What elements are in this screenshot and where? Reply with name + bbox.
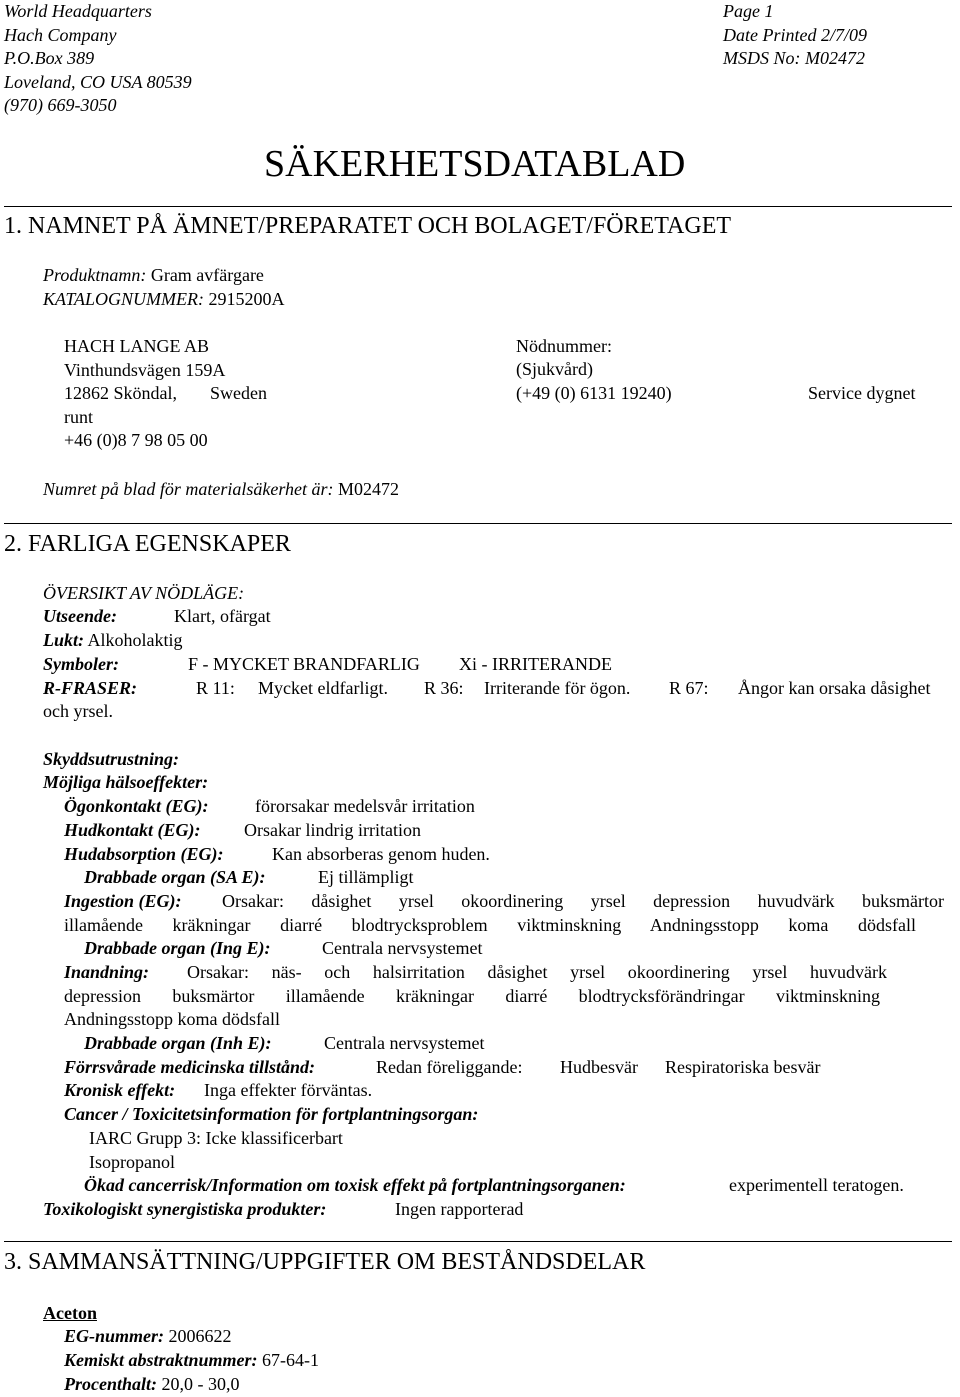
- company-line: Vinthundsvägen 159A: [64, 359, 226, 380]
- ingestion-effects-cont: illamående kräkningar diarré blodtrycksproblem viktminskning Andningsstopp koma dödsfall: [64, 915, 916, 935]
- target-organs-sae-label: Drabbade organ (SA E):: [84, 867, 266, 887]
- iarc-substance: Isopropanol: [89, 1152, 175, 1172]
- appearance-value: Klart, ofärgat: [174, 606, 271, 626]
- header-line: (970) 669-3050: [4, 95, 117, 115]
- date-printed: Date Printed 2/7/09: [723, 24, 867, 45]
- symbol-f: F - MYCKET BRANDFARLIG: [188, 654, 420, 674]
- r67-text-cont: och yrsel.: [43, 701, 113, 721]
- symbol-xi: Xi - IRRITERANDE: [459, 654, 612, 674]
- component-name: Aceton: [43, 1303, 97, 1323]
- section-divider: [4, 206, 952, 207]
- inhalation-effects-cont: depression buksmärtor illamående kräkningar diarré blodtrycksförändringar viktminskning: [64, 986, 880, 1006]
- skin-contact-label: Hudkontakt (EG):: [64, 820, 201, 840]
- section-3-heading: 3. SAMMANSÄTTNING/UPPGIFTER OM BESTÅNDSDELAR: [4, 1249, 646, 1275]
- ingestion-label: Ingestion (EG):: [64, 891, 182, 911]
- section-2-heading: 2. FARLIGA EGENSKAPER: [4, 531, 291, 557]
- r67-code: R 67:: [669, 678, 709, 698]
- section-divider: [4, 523, 952, 524]
- synergy-value: Ingen rapporterad: [395, 1199, 524, 1219]
- emergency-phone: (+49 (0) 6131 19240): [516, 383, 672, 403]
- cas-number: [64, 1349, 319, 1373]
- msds-number: MSDS No: M02472: [723, 48, 865, 68]
- r11-text: Mycket eldfarligt.: [258, 678, 388, 698]
- synergy-label: Toxikologiskt synergistiska produkter:: [43, 1199, 327, 1219]
- iarc-group: IARC Grupp 3: Icke klassificerbart: [89, 1128, 343, 1148]
- inhalation-label: Inandning:: [64, 962, 150, 982]
- target-organs-ing-label: Drabbade organ (Ing E):: [84, 938, 271, 958]
- header-address: [4, 0, 192, 118]
- eye-contact-value: förorsakar medelsvår irritation: [255, 796, 475, 816]
- target-organs-sae-value: Ej tillämpligt: [318, 867, 414, 887]
- target-organs-inh-label: Drabbade organ (Inh E):: [84, 1033, 272, 1053]
- eye-contact-label: Ögonkontakt (EG):: [64, 796, 209, 816]
- ec-number-label: EG-nummer:: [64, 1326, 165, 1346]
- cas-number-value: 67-64-1: [262, 1350, 320, 1370]
- appearance-label: Utseende:: [43, 606, 117, 626]
- r11-code: R 11:: [196, 678, 235, 698]
- target-organs-inh-value: Centrala nervsystemet: [324, 1033, 485, 1053]
- aggravated-conditions-value: Redan föreliggande:: [376, 1057, 523, 1077]
- section-1-heading: 1. NAMNET PÅ ÄMNET/PREPARATET OCH BOLAGET/FÖRETAGET: [4, 213, 732, 239]
- inhalation-effects-cont: Andningsstopp koma dödsfall: [64, 1009, 280, 1029]
- odor-label: Lukt:: [43, 630, 85, 650]
- header-line: World Headquarters: [4, 1, 152, 21]
- target-organs-ing-value: Centrala nervsystemet: [322, 938, 483, 958]
- cas-number-label: Kemiskt abstraktnummer:: [64, 1350, 258, 1370]
- odor: [43, 629, 183, 653]
- health-effects-label: Möjliga hälsoeffekter:: [43, 772, 209, 792]
- company-country: Sweden: [210, 383, 267, 403]
- section-divider: [4, 1241, 952, 1242]
- header-line: Hach Company: [4, 24, 117, 45]
- product-name-label: Produktnamn:: [43, 265, 147, 285]
- increased-risk-label: Ökad cancerrisk/Information om toxisk effekt på fortplantningsorganen:: [84, 1175, 626, 1195]
- percent-content-value: 20,0 - 30,0: [161, 1374, 240, 1394]
- catalog-number: [43, 288, 285, 312]
- emergency-overview: ÖVERSIKT AV NÖDLÄGE:: [43, 583, 245, 603]
- chronic-effect-value: Inga effekter förväntas.: [204, 1080, 373, 1100]
- msds-reference: [43, 478, 399, 502]
- inhalation-effects: Orsakar: näs- och halsirritation dåsighet yrsel okoordinering yrsel huvudvärk: [187, 962, 887, 982]
- header-line: P.O.Box 389: [4, 48, 95, 68]
- catalog-number-label: KATALOGNUMMER:: [43, 289, 204, 309]
- r36-text: Irriterande för ögon.: [484, 678, 631, 698]
- service-text: Service dygnet: [808, 383, 916, 403]
- percent-content-label: Procenthalt:: [64, 1374, 157, 1394]
- symbols-label: Symboler:: [43, 654, 119, 674]
- r-phrases-label: R-FRASER:: [43, 678, 138, 698]
- msds-reference-label: Numret på blad för materialsäkerhet är:: [43, 479, 334, 499]
- catalog-number-value: 2915200A: [208, 289, 285, 309]
- document-title: SÄKERHETSDATABLAD: [264, 143, 686, 185]
- emergency-label: Nödnummer:: [516, 336, 612, 356]
- aggravated-conditions-label: Förrsvårade medicinska tillstånd:: [64, 1057, 316, 1077]
- appearance: [43, 605, 117, 629]
- header-line: Loveland, CO USA 80539: [4, 71, 192, 92]
- r36-code: R 36:: [424, 678, 464, 698]
- product-name-value: Gram avfärgare: [150, 265, 264, 285]
- emergency-sub: (Sjukvård): [516, 359, 593, 379]
- product-name: [43, 264, 264, 288]
- msds-reference-value: M02472: [338, 479, 400, 499]
- increased-risk-value: experimentell teratogen.: [729, 1175, 904, 1195]
- percent-content: [64, 1373, 240, 1397]
- skin-absorption-value: Kan absorberas genom huden.: [272, 844, 490, 864]
- company-line: HACH LANGE AB: [64, 336, 210, 356]
- ec-number-value: 2006622: [168, 1326, 232, 1346]
- page-number: Page 1: [723, 1, 774, 21]
- skin-contact-value: Orsakar lindrig irritation: [244, 820, 421, 840]
- r67-text: Ångor kan orsaka dåsighet: [738, 678, 931, 698]
- aggravated-conditions-value: Respiratoriska besvär: [665, 1057, 821, 1077]
- company-city: 12862 Sköndal,: [64, 383, 178, 403]
- ingestion-effects: Orsakar: dåsighet yrsel okoordinering yrsel depression huvudvärk buksmärtor: [222, 891, 944, 911]
- odor-value: Alkoholaktig: [87, 630, 183, 650]
- company-address: [64, 335, 225, 382]
- skin-absorption-label: Hudabsorption (EG):: [64, 844, 224, 864]
- aggravated-conditions-value: Hudbesvär: [560, 1057, 638, 1077]
- ec-number: [64, 1325, 232, 1349]
- header-meta: [723, 0, 867, 71]
- service-text-cont: runt: [64, 407, 93, 427]
- company-phone: +46 (0)8 7 98 05 00: [64, 430, 208, 450]
- cancer-info-label: Cancer / Toxicitetsinformation för fortplantningsorgan:: [64, 1104, 479, 1124]
- ppe-label: Skyddsutrustning:: [43, 749, 180, 769]
- chronic-effect-label: Kronisk effekt:: [64, 1080, 176, 1100]
